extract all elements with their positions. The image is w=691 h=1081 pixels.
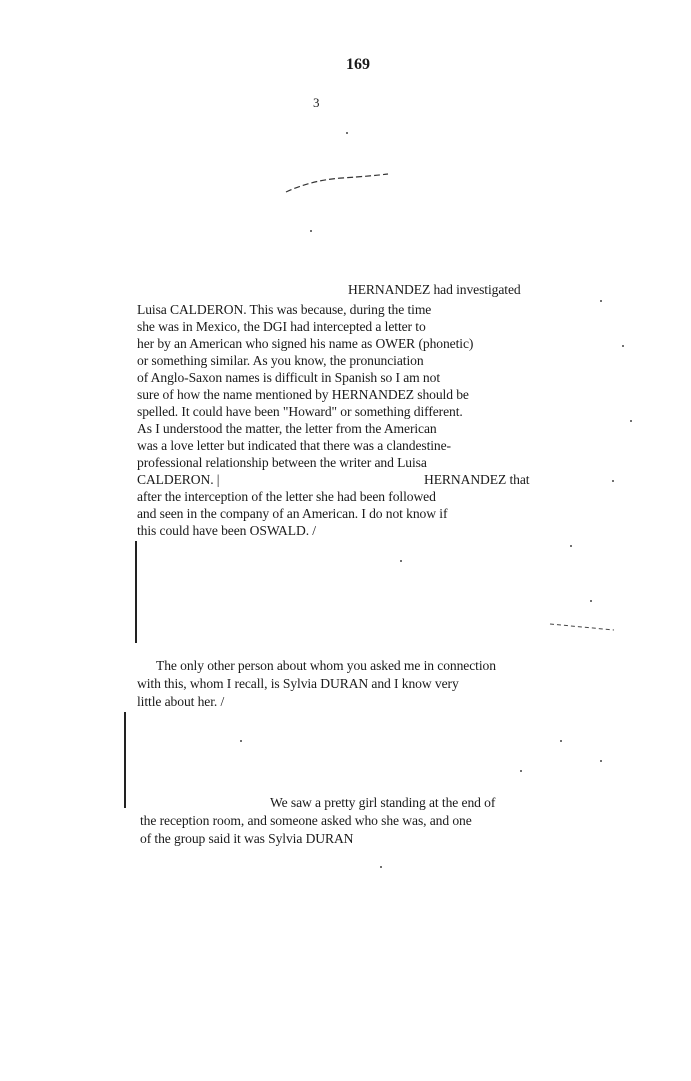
scan-speck (520, 770, 522, 772)
paragraph-1-line-6: of Anglo-Saxon names is difficult in Spanish so I am not (137, 370, 441, 385)
paragraph-1-line-12: CALDERON. | (137, 472, 220, 487)
paragraph-2-line-3: little about her. / (137, 694, 225, 709)
redaction-margin-bar (124, 712, 126, 808)
paragraph-1-line-14: after the interception of the letter she had been followed (137, 489, 436, 504)
scan-speck (380, 866, 382, 868)
paragraph-3-line-2: the reception room, and someone asked who she was, and one (140, 813, 472, 828)
page-number: 169 (346, 56, 370, 73)
paragraph-1-line-3: she was in Mexico, the DGI had intercepted a letter to (137, 319, 426, 334)
paragraph-1-line-2: Luisa CALDERON. This was because, during the time (137, 302, 432, 317)
paragraph-1-line-9: As I understood the matter, the letter from the American (137, 421, 437, 436)
paragraph-1-line-15: and seen in the company of an American. I do not know if (137, 506, 448, 521)
paragraph-2-line-1: The only other person about whom you asked me in connection (156, 658, 496, 673)
scan-speck (590, 600, 592, 602)
scan-speck (622, 345, 624, 347)
scan-speck (600, 760, 602, 762)
paragraph-2-line-2: with this, whom I recall, is Sylvia DURAN and I know very (137, 676, 459, 691)
scan-speck (570, 545, 572, 547)
paragraph-1-line-13: HERNANDEZ that (424, 472, 530, 487)
paragraph-1-line-16: this could have been OSWALD. / (137, 523, 316, 538)
redaction-margin-bar (135, 541, 137, 643)
scan-speck (346, 132, 348, 134)
paragraph-1-line-8: spelled. It could have been "Howard" or something different. (137, 404, 463, 419)
paragraph-1-line-11: professional relationship between the writer and Luisa (137, 455, 427, 470)
scan-stroke-mark (548, 620, 618, 634)
scan-speck (600, 300, 602, 302)
pen-stroke-mark (282, 166, 392, 196)
paragraph-3-line-1: We saw a pretty girl standing at the end of (270, 795, 496, 810)
scan-speck (400, 560, 402, 562)
scan-speck (240, 740, 242, 742)
paragraph-1-line-4: her by an American who signed his name as OWER (phonetic) (137, 336, 474, 351)
sub-page-number: 3 (313, 95, 320, 110)
paragraph-3-line-3: of the group said it was Sylvia DURAN (140, 831, 354, 846)
paragraph-1-line-10: was a love letter but indicated that there was a clandestine- (137, 438, 451, 453)
scan-speck (630, 420, 632, 422)
scan-speck (310, 230, 312, 232)
paragraph-1-line-5: or something similar. As you know, the pronunciation (137, 353, 424, 368)
scan-speck (612, 480, 614, 482)
paragraph-1-line-1: HERNANDEZ had investigated (348, 282, 521, 297)
scan-speck (560, 740, 562, 742)
paragraph-1-line-7: sure of how the name mentioned by HERNANDEZ should be (137, 387, 469, 402)
